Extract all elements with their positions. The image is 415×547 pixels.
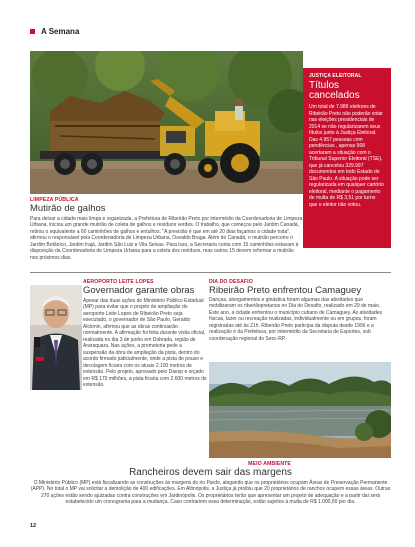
desafio-headline: Ribeirão Preto enfrentou Camaguey (209, 285, 362, 296)
page-number: 12 (30, 523, 37, 529)
section-title: A Semana (41, 27, 80, 36)
section-divider (30, 272, 391, 273)
governor-photo-illustration (30, 285, 82, 390)
river-photo (209, 362, 391, 458)
justica-kicker: JUSTIÇA ELEITORAL (309, 73, 362, 79)
ambiente-kicker: MEIO AMBIENTE (248, 461, 291, 467)
limpeza-headline: Mutirão de galhos (30, 203, 106, 214)
justica-panel (303, 68, 391, 248)
aeroporto-kicker: AEROPORTO LEITE LOPES (83, 279, 154, 285)
limpeza-body: Para deixar a cidade mais limpa e organizada, a Prefeitura de Ribeirão Preto por intermédio da Coordenadoria de Limpeza Urbana, iniciou um grande mutirão de coleta de galhos e resíduos verdes. O trabalho, que começou pelo Jardim Canadá, retirou o equivalente a 60 caminhões de galhos e entulhos. "A previsão é que em até 20 dias façamos a cidade toda", afirmou o responsável pela Coordenadoria de Limpeza Urbana, Osvaldo Braga. Além do Canadá, o mutirão percorre o Jardim Botânico, Jardim Irajá, Jardim São Luiz e Vila Seixas. Para isso, a Secretaria conta com 15 caminhões estavam à disposição da Coordenadoria de Limpeza Urbana para a coleta dos resíduos, mas outros 15 devem reformar a mutirão nos próximos dias. (30, 215, 303, 261)
ambiente-story (30, 461, 391, 506)
ambiente-body: O Ministério Público (MP) está fiscalizando as construções às margens do rio Pardo, alegando que os proprietários ocupam Áreas de Preservação Permanente (APP). No total o MP vai solicitar a demolição de 400 edificações. Em Altinópolis, a Justiça já proibiu que 20 proprietários de ranchos ocupem essas áreas. Outras 270 ações estão sendo ajuizadas contra construções em Jardinópolis. Os proprietários terão que apresentar um projeto de adequação e a partir daí será estabelecido um cronograma para a mudança. Caso contrariem essa determinação, estão sujeitos à multa de R$ 1.000,00 por dia. (30, 479, 391, 505)
justica-headline: Títulos cancelados (309, 80, 360, 101)
governor-photo (30, 285, 82, 390)
section-header (30, 27, 79, 36)
aeroporto-body: Apesar das duas ações do Ministério Público Estadual (MP) para evitar que o projeto de ampliação do aeroporto Leite Lopes de Ribeirão Preto seja executado, o governador de São Paulo, Geraldo Alckmin, afirmou que as obras continuarão normalmente. A afirmação foi feita durante visita oficial, realizada no dia 3 de junho em Dobrada, região de Araraquara. Nas ações, a promotoria pede a suspensão da obra de ampliação da pista, dentro do acordo firmado judicialmente, onde a pista de pouso e decolagem ficaria com os atuais 2.100 metros de extensão. Pelo projeto, aprovado pelo Daesp e orçado em R$ 170 milhões, a pista ficaria com 2.600 metros de extensão. (83, 297, 207, 389)
river-photo-illustration (209, 362, 391, 458)
limpeza-kicker: LIMPEZA PÚBLICA (30, 197, 79, 203)
justica-body: Um total de 7.989 eleitores de Ribeirão Preto não poderão votar nas eleições presidenciais de 2014 se não regularizarem seus títulos junto à Justiça Eleitoral. Das 4.957 pessoas com pendências , apenas 968 acertaram a situação com o Tribunal Superior Eleitoral (TSE), que já cancelou 329.997 documentos em todo Estado de São Paulo. A situação pode ser regularizada em qualquer cartório eleitoral, mediante o pagamento de multa de R$ 3,51 por turno que o eleitor não votou. (309, 104, 384, 208)
ambiente-headline: Rancheiros devem sair das margens (129, 467, 292, 478)
limpeza-story (30, 197, 303, 261)
truck-photo-illustration (30, 51, 303, 194)
desafio-kicker: DIA DO DESAFIO (209, 279, 253, 285)
aeroporto-headline: Governador garante obras (83, 285, 195, 296)
photo-credit: Foto: Arquivo Jornal (296, 65, 300, 92)
aeroporto-story (83, 279, 207, 389)
section-marker (30, 29, 35, 34)
truck-photo (30, 51, 303, 194)
desafio-story (209, 279, 391, 342)
desafio-body: Danças, alongamentos e ginástica foram algumas das atividades que mobilizaram os ribeirãopretanos no Dia do Desafio, realizado em 29 de maio. Este ano, a cidade enfrentou o município cubano de Camaguey. As atividades físicas, lazer ou recreação realizadas, individualmente ou em grupos, foram registradas até às 21h. Ribeirão Preto participa da disputa desde 1996 e a realização é da Prefeitura, por intermédio da Secretaria de Esportes, sob coordenação regional do Sesc-RP. (209, 296, 383, 342)
